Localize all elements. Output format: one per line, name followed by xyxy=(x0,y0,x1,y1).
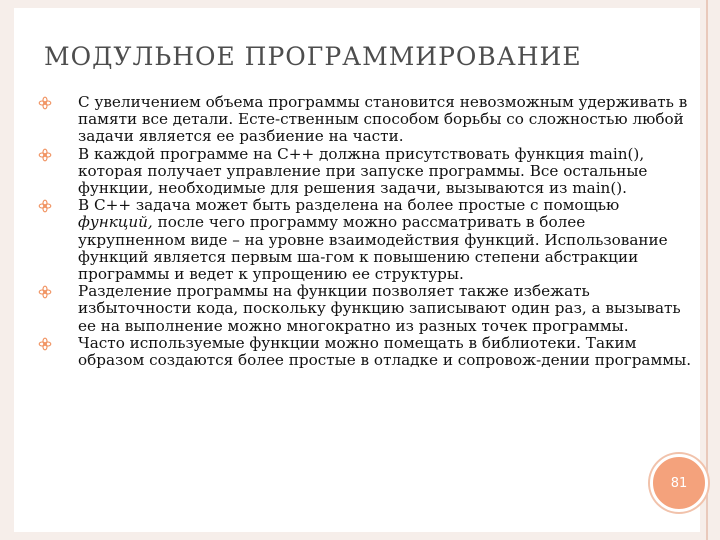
bullet-item xyxy=(34,197,694,283)
slide xyxy=(14,8,700,532)
bullet-item xyxy=(34,283,694,335)
bullet-text: Разделение программы на функции позволяет также избежать избыточности кода, поскольку функцию записывают один раз, а вызывать ее на выполнение можно многократно из разных точек программы. xyxy=(78,282,681,335)
decorative-stripe xyxy=(706,0,708,540)
page-number-badge: 81 xyxy=(650,454,708,512)
flower-bullet-icon xyxy=(38,148,52,162)
bullet-text-start: В С++ задача может быть разделена на более простые с помощью xyxy=(78,196,620,215)
flower-bullet-icon xyxy=(38,96,52,110)
bullet-item xyxy=(34,146,694,198)
slide-title: МОДУЛЬНОЕ ПРОГРАММИРОВАНИЕ xyxy=(44,42,582,71)
bullet-text: Часто используемые функции можно помещать в библиотеки. Таким образом создаются более простые в отладке и сопровож-дении программы. xyxy=(78,333,692,370)
bullet-text-end: после чего программу можно рассматривать в более укрупненном виде – на уровне взаимодействия функций. Использование функций является первым ша-гом к повышению степени абстракции программы и ведет к упрощению ее структуры. xyxy=(78,213,668,284)
flower-bullet-icon xyxy=(38,285,52,299)
bullet-item xyxy=(34,335,694,369)
bullet-text: В каждой программе на С++ должна присутствовать функция main(), которая получает управление при запуске программы. Все остальные функции, необходимые для решения задачи, вызываются из main(). xyxy=(78,144,648,198)
bullet-item xyxy=(34,94,694,146)
emphasized-term: функций, xyxy=(78,213,153,232)
bullet-list xyxy=(34,94,694,369)
bullet-text: С увеличением объема программы становится невозможным удерживать в памяти все детали. Есте-ственным способом борьбы со сложностью любой задачи является ее разбиение на части. xyxy=(78,93,688,146)
flower-bullet-icon xyxy=(38,199,52,213)
flower-bullet-icon xyxy=(38,337,52,351)
